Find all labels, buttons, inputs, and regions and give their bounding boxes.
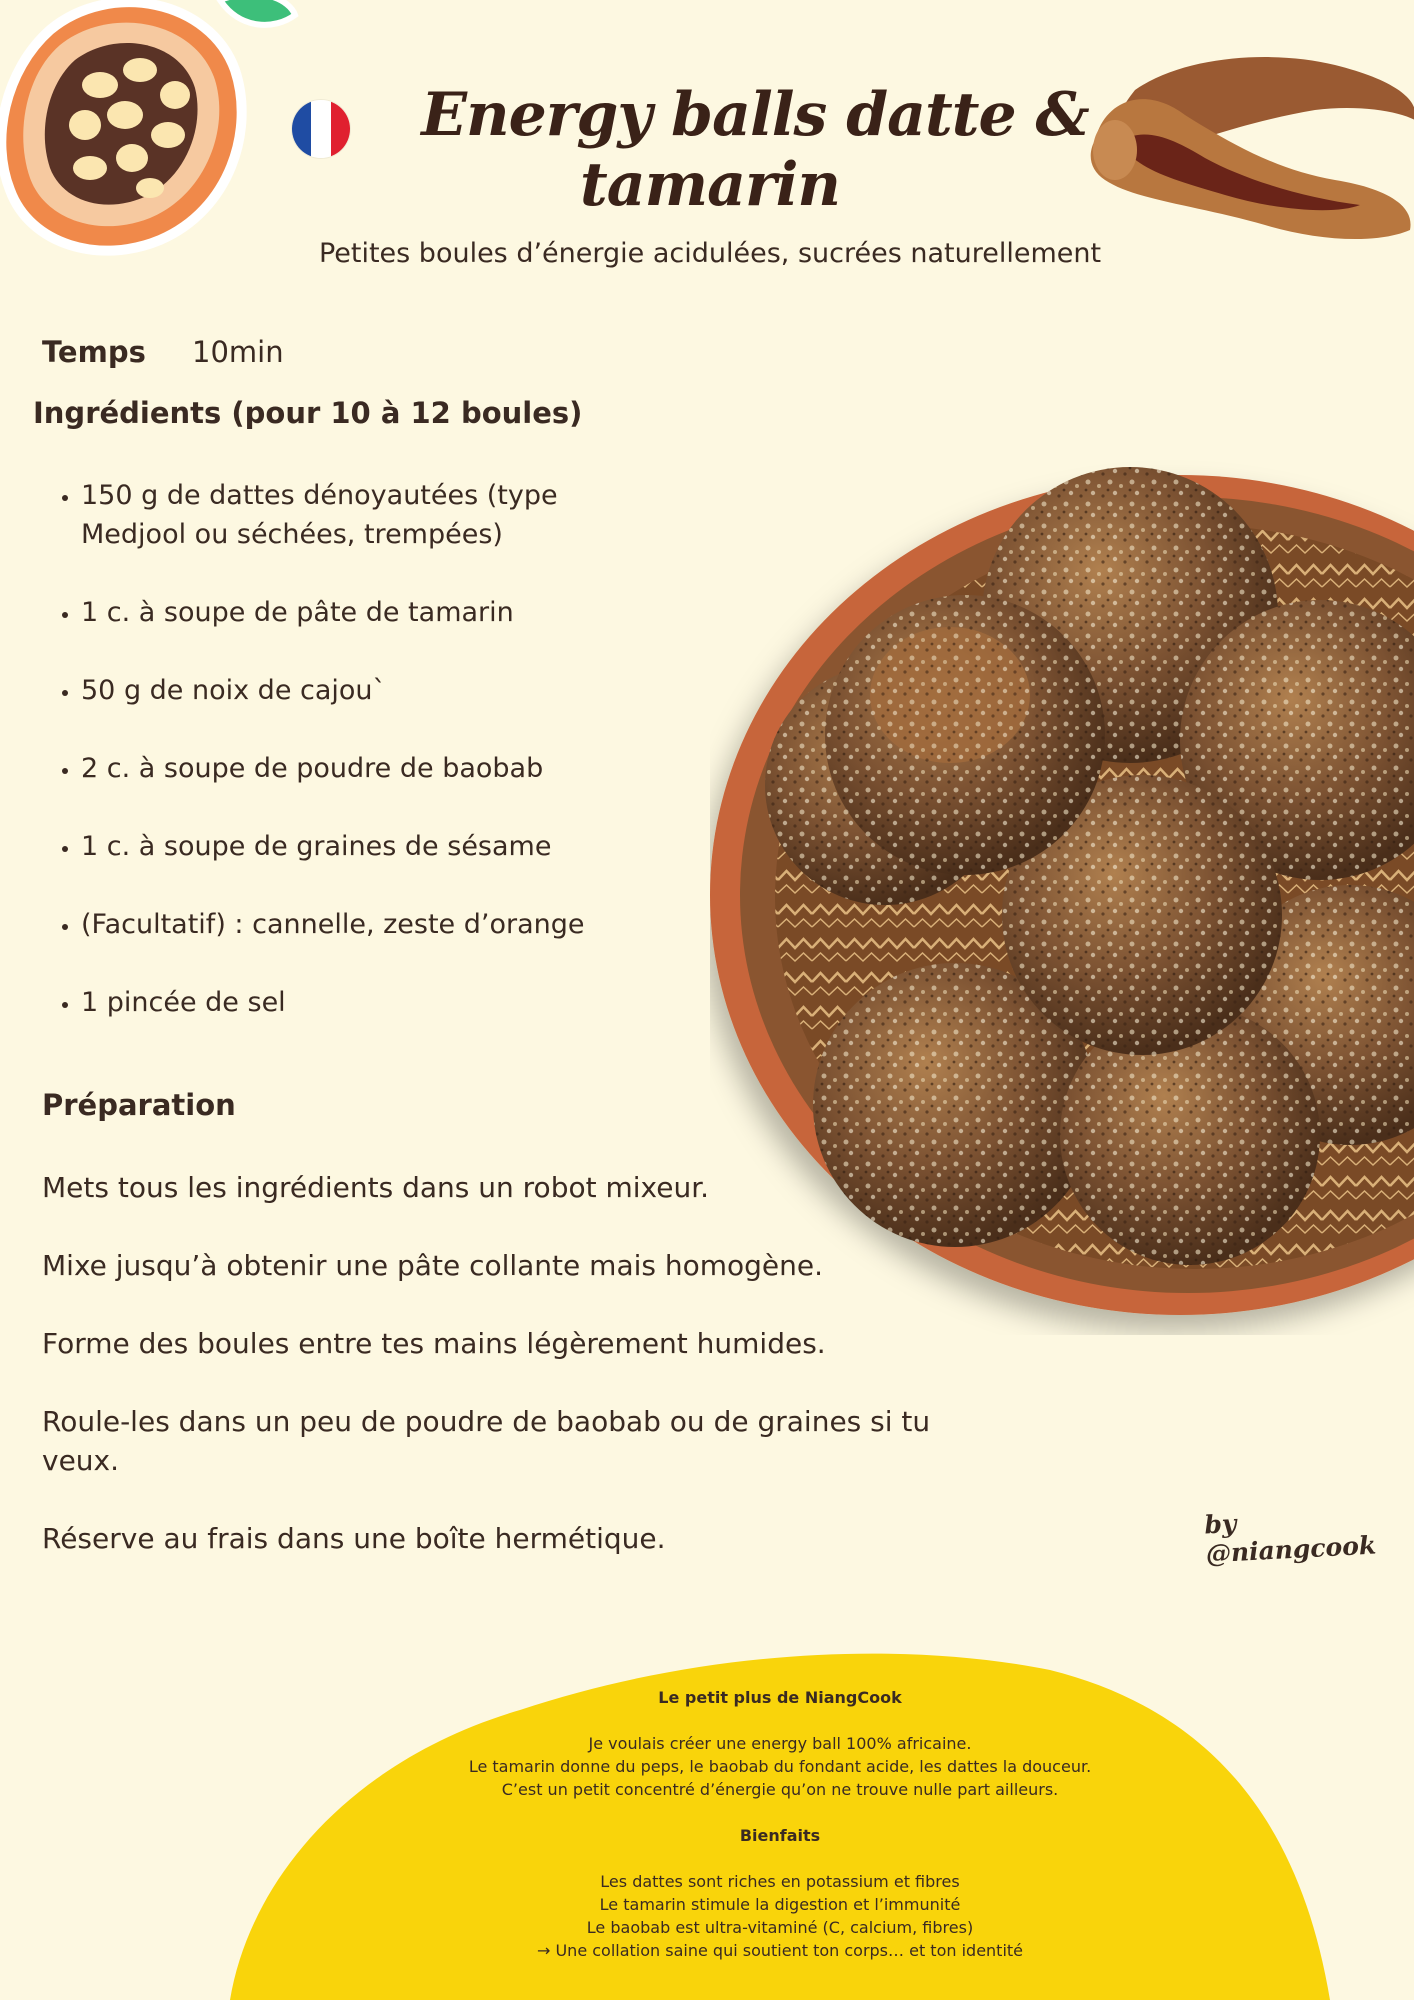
benefit-line: → Une collation saine qui soutient ton corps… et ton identité — [536, 1941, 1024, 1960]
tips-line: Je voulais créer une energy ball 100% africaine. — [588, 1734, 972, 1753]
preparation-title: Préparation — [42, 1088, 236, 1122]
preparation-step: Mets tous les ingrédients dans un robot mixeur. — [42, 1171, 710, 1204]
benefit-line: Le tamarin stimule la digestion et l’immunité — [599, 1895, 961, 1914]
preparation-step: Roule-les dans un peu de poudre de baobab ou de graines si tu veux. — [42, 1405, 931, 1477]
tips-line: Le tamarin donne du peps, le baobab du fondant acide, les dattes la douceur. — [468, 1757, 1092, 1776]
ingredient-item: • 150 g de dattes dénoyautées (type Medjool ou séchées, trempées) — [81, 476, 601, 554]
preparation-step: Réserve au frais dans une boîte hermétique. — [42, 1522, 666, 1555]
ingredient-item: • 1 pincée de sel — [81, 983, 821, 1022]
ingredients-list — [48, 476, 821, 1061]
preparation-steps — [42, 1168, 942, 1597]
recipe-title — [300, 80, 1120, 220]
recipe-subtitle: Petites boules d’énergie acidulées, sucrées naturellement — [318, 238, 1102, 269]
title-line-2: tamarin — [580, 150, 840, 220]
benefit-line: Les dattes sont riches en potassium et fibres — [600, 1872, 960, 1891]
author-signature: by @niangcook — [1203, 1508, 1377, 1569]
ingredient-item: • (Facultatif) : cannelle, zeste d’orange — [81, 905, 821, 944]
ingredient-item: • 2 c. à soupe de poudre de baobab — [81, 749, 821, 788]
ingredient-item: • 1 c. à soupe de pâte de tamarin — [81, 593, 821, 632]
ingredient-item: • 1 c. à soupe de graines de sésame — [81, 827, 821, 866]
time-value: 10min — [192, 335, 284, 369]
title-line-1: Energy balls datte & — [421, 80, 1089, 150]
tamarind-pods-image — [1075, 30, 1414, 260]
preparation-step: Mixe jusqu’à obtenir une pâte collante mais homogène. — [42, 1249, 824, 1282]
time-label: Temps — [42, 335, 146, 369]
ingredient-item: • 50 g de noix de cajou` — [81, 671, 821, 710]
tips-line: C’est un petit concentré d’énergie qu’on ne trouve nulle part ailleurs. — [501, 1780, 1059, 1799]
benefits-title: Bienfaits — [739, 1826, 821, 1845]
benefit-line: Le baobab est ultra-vitaminé (C, calcium, fibres) — [586, 1918, 974, 1937]
tips-title: Le petit plus de NiangCook — [658, 1688, 902, 1707]
ingredients-title: Ingrédients (pour 10 à 12 boules) — [33, 396, 583, 430]
preparation-step: Forme des boules entre tes mains légèrement humides. — [42, 1327, 826, 1360]
baobab-fruit-image — [0, 0, 310, 270]
tips-section — [360, 1686, 1200, 1962]
